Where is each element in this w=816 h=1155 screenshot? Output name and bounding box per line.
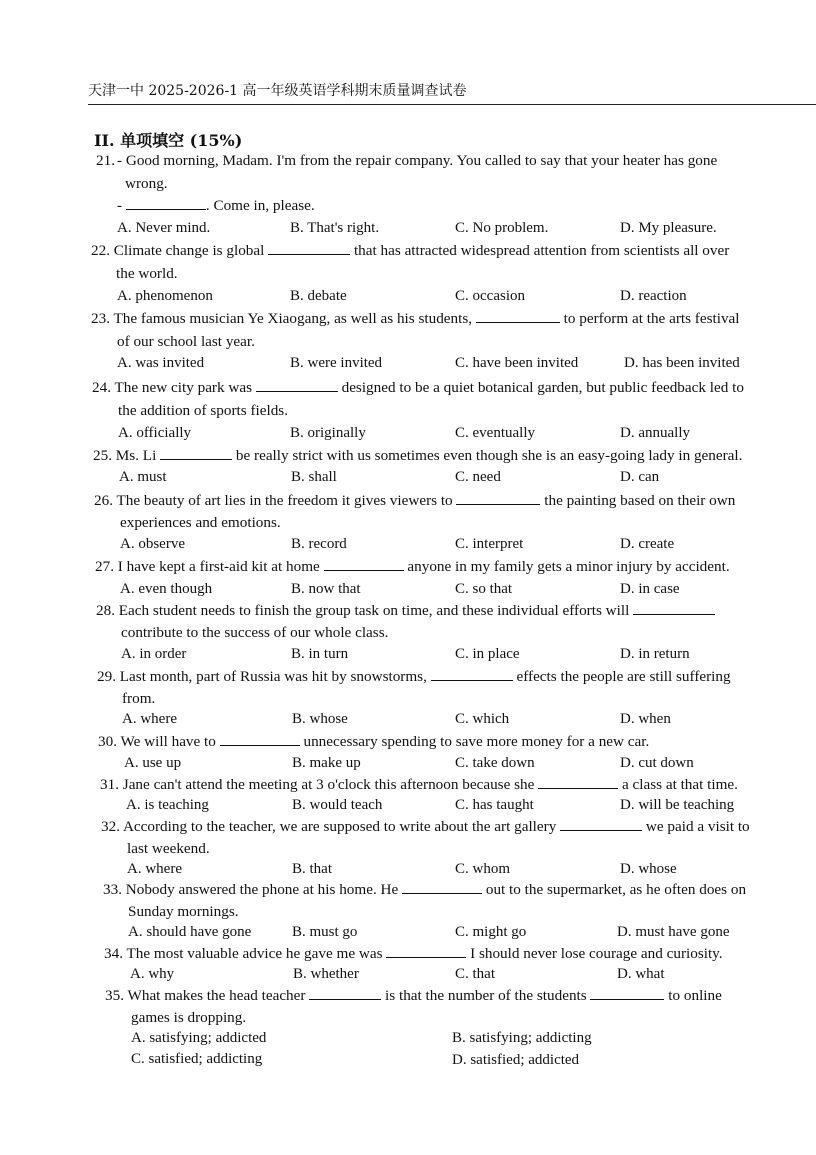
option: A. in order (121, 646, 187, 662)
option: A. where (127, 861, 182, 877)
answer-blank[interactable] (431, 679, 513, 681)
question-line: 22. Climate change is global that has attracted widespread attention from scientists all over (91, 242, 730, 259)
answer-blank[interactable] (590, 998, 664, 1000)
option: D. what (617, 966, 665, 982)
option: A. must (119, 469, 167, 485)
option: B. That's right. (290, 220, 380, 236)
option: C. interpret (455, 536, 524, 552)
question-text: the addition of sports fields. (118, 402, 288, 419)
option: D. when (620, 711, 671, 727)
question-text: - Good morning, Madam. I'm from the repair company. You called to say that your heater has gone (117, 152, 718, 169)
option: A. Never mind. (117, 220, 211, 236)
option: D. can (620, 469, 660, 485)
option: D. create (620, 536, 675, 552)
option: C. so that (455, 581, 513, 597)
exam-header: 天津一中 2025-2026-1 高一年级英语学科期末质量调查试卷 (88, 80, 816, 105)
option: B. make up (292, 755, 361, 771)
question-line: 35. What makes the head teacher is that the number of the students to online (105, 987, 722, 1004)
question-text: - . Come in, please. (117, 197, 315, 214)
answer-blank[interactable] (268, 253, 350, 255)
option: B. record (291, 536, 347, 552)
answer-blank[interactable] (256, 390, 338, 392)
answer-blank[interactable] (633, 613, 715, 615)
question-line: 29. Last month, part of Russia was hit by snowstorms, effects the people are still suffering (97, 668, 731, 685)
question-text: wrong. (125, 175, 168, 192)
question-line: 24. The new city park was designed to be a quiet botanical garden, but public feedback led to (92, 379, 744, 396)
option: B. would teach (292, 797, 383, 813)
question-line: 33. Nobody answered the phone at his home. He out to the supermarket, as he often does on (103, 881, 747, 898)
option: D. annually (620, 425, 690, 441)
option: A. phenomenon (117, 288, 213, 304)
question-line: 27. I have kept a first-aid kit at home anyone in my family gets a minor injury by accident. (95, 558, 730, 575)
option: A. observe (120, 536, 185, 552)
option: D. satisfied; addicted (452, 1052, 580, 1068)
question-line: 26. The beauty of art lies in the freedom it gives viewers to the painting based on their own (94, 492, 736, 509)
answer-blank[interactable] (386, 956, 466, 958)
question-text: Sunday mornings. (128, 903, 239, 920)
question-line: 23. The famous musician Ye Xiaogang, as well as his students, to perform at the arts festival (91, 310, 740, 327)
option: C. take down (455, 755, 535, 771)
option: C. have been invited (455, 355, 579, 371)
option: B. in turn (291, 646, 349, 662)
answer-blank[interactable] (220, 744, 300, 746)
option: A. should have gone (128, 924, 252, 940)
answer-blank[interactable] (560, 829, 642, 831)
question-line: 28. Each student needs to finish the group task on time, and these individual efforts will (96, 602, 715, 620)
option: A. even though (120, 581, 213, 597)
answer-blank[interactable] (160, 458, 232, 460)
option: C. that (455, 966, 495, 982)
question-text: from. (122, 690, 156, 707)
answer-blank[interactable] (402, 892, 482, 894)
option: B. satisfying; addicting (452, 1030, 592, 1046)
option: B. whose (292, 711, 348, 727)
question-text: games is dropping. (131, 1009, 247, 1026)
option: D. will be teaching (620, 797, 735, 813)
answer-blank[interactable] (476, 321, 560, 323)
question-text: the world. (116, 265, 178, 282)
option: C. occasion (455, 288, 525, 304)
option: C. No problem. (455, 220, 549, 236)
question-line: 30. We will have to unnecessary spending to save more money for a new car. (98, 733, 650, 750)
option: B. must go (292, 924, 358, 940)
question-line: 34. The most valuable advice he gave me was I should never lose courage and curiosity. (104, 945, 723, 962)
question-text: contribute to the success of our whole class. (121, 624, 389, 641)
option: C. might go (455, 924, 527, 940)
option: C. eventually (455, 425, 535, 441)
option: A. why (130, 966, 175, 982)
option: D. reaction (620, 288, 687, 304)
option: C. which (455, 711, 510, 727)
option: C. need (455, 469, 501, 485)
option: C. in place (455, 646, 520, 662)
section-title: II. 单项填空 (15%) (94, 131, 243, 150)
option: D. cut down (620, 755, 694, 771)
option: B. originally (290, 425, 366, 441)
option: C. whom (455, 861, 511, 877)
option: C. has taught (455, 797, 534, 813)
option: A. is teaching (126, 797, 209, 813)
answer-blank[interactable] (126, 208, 206, 210)
option: B. debate (290, 288, 347, 304)
answer-blank[interactable] (309, 998, 381, 1000)
option: A. use up (124, 755, 182, 771)
question-line: 32. According to the teacher, we are supposed to write about the art gallery we paid a visit to (101, 818, 750, 835)
question-number: 21. (96, 152, 115, 169)
question-text: last weekend. (127, 840, 210, 857)
option: D. in case (620, 581, 680, 597)
option: B. were invited (290, 355, 383, 371)
option: B. now that (291, 581, 361, 597)
option: A. where (122, 711, 177, 727)
question-line: 25. Ms. Li be really strict with us sometimes even though she is an easy-going lady in general. (93, 447, 743, 464)
answer-blank[interactable] (324, 569, 404, 571)
option: A. officially (118, 425, 192, 441)
option: B. shall (291, 469, 337, 485)
option: D. has been invited (624, 355, 740, 371)
option: A. was invited (117, 355, 205, 371)
option: D. in return (620, 646, 690, 662)
option: B. whether (293, 966, 359, 982)
question-line: 31. Jane can't attend the meeting at 3 o'clock this afternoon because she a class at that time. (100, 776, 738, 793)
option: B. that (292, 861, 332, 877)
option: C. satisfied; addicting (131, 1051, 263, 1067)
question-text: experiences and emotions. (120, 514, 281, 531)
option: A. satisfying; addicted (131, 1030, 267, 1046)
option: D. must have gone (617, 924, 730, 940)
option: D. whose (620, 861, 677, 877)
answer-blank[interactable] (456, 503, 540, 505)
question-text: of our school last year. (117, 333, 255, 350)
option: D. My pleasure. (620, 220, 717, 236)
answer-blank[interactable] (538, 787, 618, 789)
